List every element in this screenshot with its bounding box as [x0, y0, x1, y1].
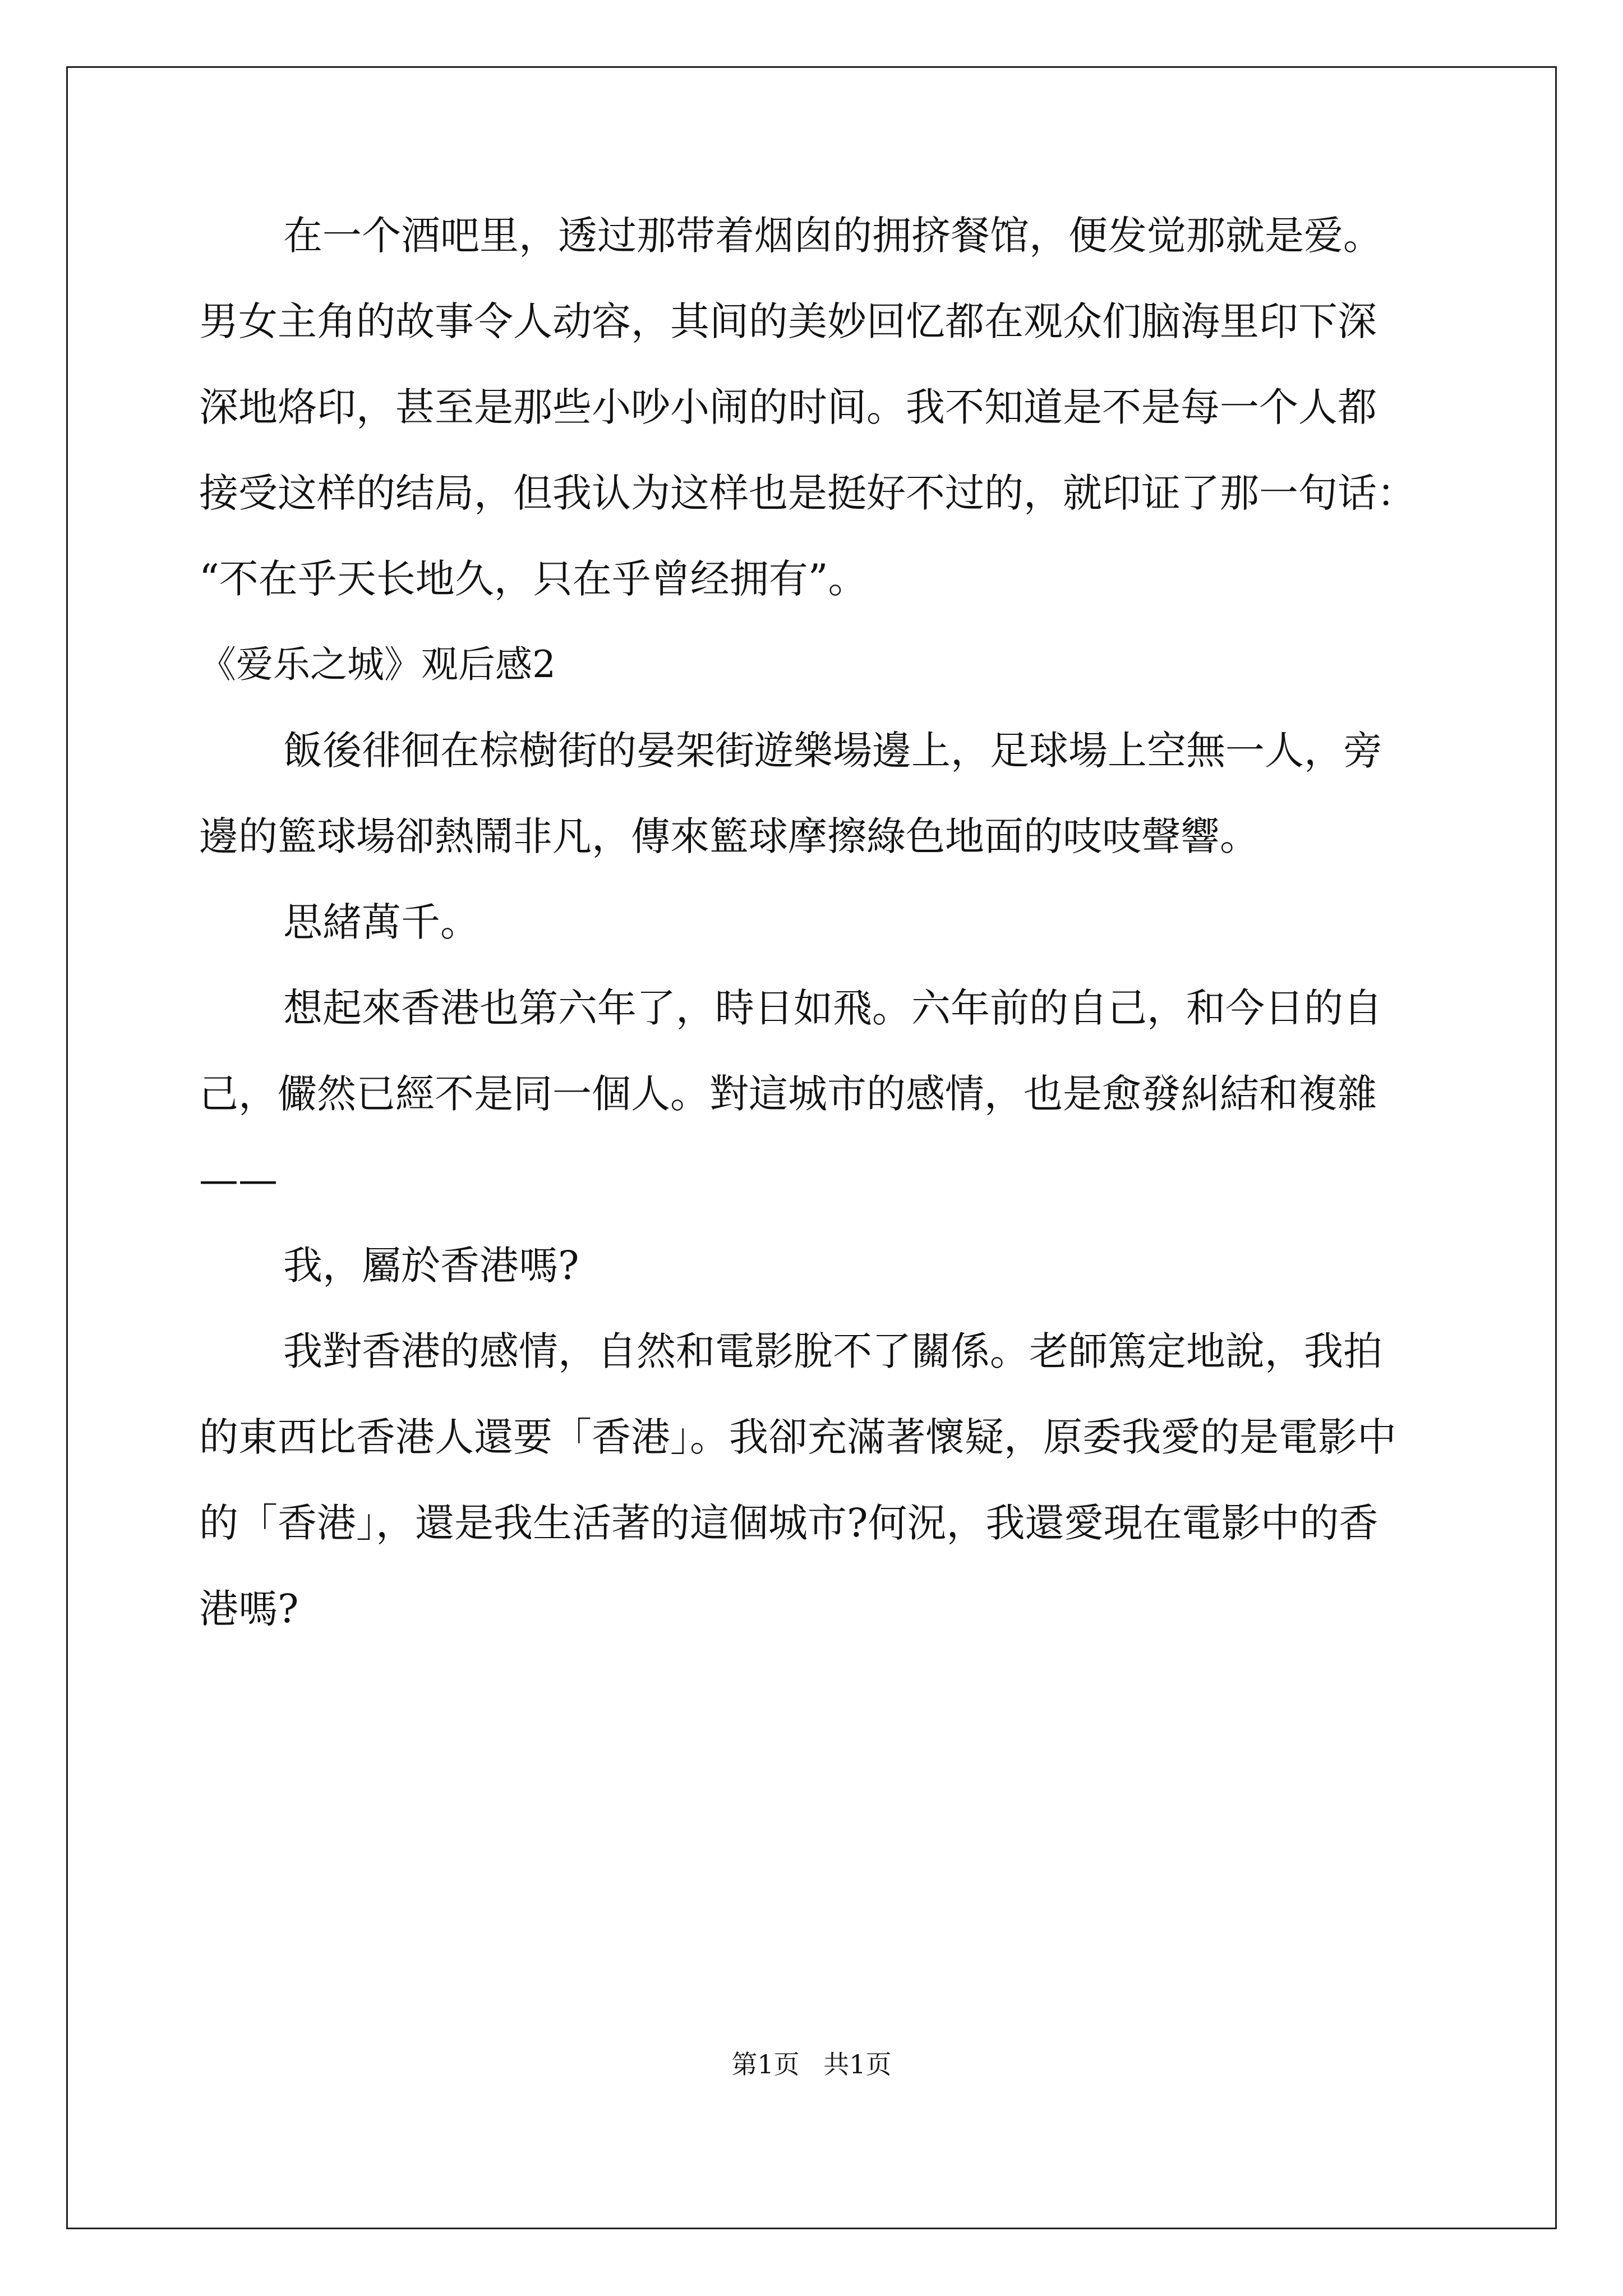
text-line: —— [199, 1157, 278, 1203]
text-line: 深地烙印，甚至是那些小吵小闹的时间。我不知道是不是每一个人都 [199, 384, 1377, 430]
text-line: 的東西比香港人還要「香港」。我卻充滿著懷疑，原委我愛的是電影中 [199, 1414, 1396, 1460]
text-line: 己，儼然已經不是同一個人。對這城市的感情，也是愈發糾結和複雜 [199, 1071, 1377, 1117]
section-title: 《爱乐之城》观后感2 [199, 643, 556, 686]
text-line: 在一个酒吧里，透过那带着烟囱的拥挤餐馆，便发觉那就是爱。 [283, 213, 1382, 259]
text-line: 我對香港的感情，自然和電影脫不了關係。老師篤定地說，我拍 [283, 1328, 1382, 1374]
text-line: 邊的籃球場卻熱鬧非凡，傳來籃球摩擦綠色地面的吱吱聲響。 [199, 813, 1259, 859]
text-line: 我，屬於香港嗎? [283, 1243, 579, 1289]
page-total: 共1页 [823, 2049, 892, 2079]
text-line: 男女主角的故事令人动容，其间的美妙回忆都在观众们脑海里印下深 [199, 298, 1377, 344]
text-line: 接受这样的结局，但我认为这样也是挺好不过的，就印证了那一句话： [199, 470, 1416, 516]
text-line: 的「香港」，還是我生活著的這個城市?何況，我還愛現在電影中的香 [199, 1500, 1378, 1546]
page-number: 第1页 [731, 2049, 800, 2079]
text-line: “不在乎天长地久，只在乎曾经拥有”。 [199, 556, 868, 602]
text-line: 思緒萬千。 [283, 899, 479, 945]
text-line: 飯後徘徊在棕樹街的晏架街遊樂場邊上，足球場上空無一人，旁 [283, 728, 1382, 774]
text-line: 想起來香港也第六年了，時日如飛。六年前的自己，和今日的自 [283, 985, 1382, 1031]
page-footer [0, 2047, 1623, 2081]
text-line: 港嗎? [199, 1586, 299, 1632]
